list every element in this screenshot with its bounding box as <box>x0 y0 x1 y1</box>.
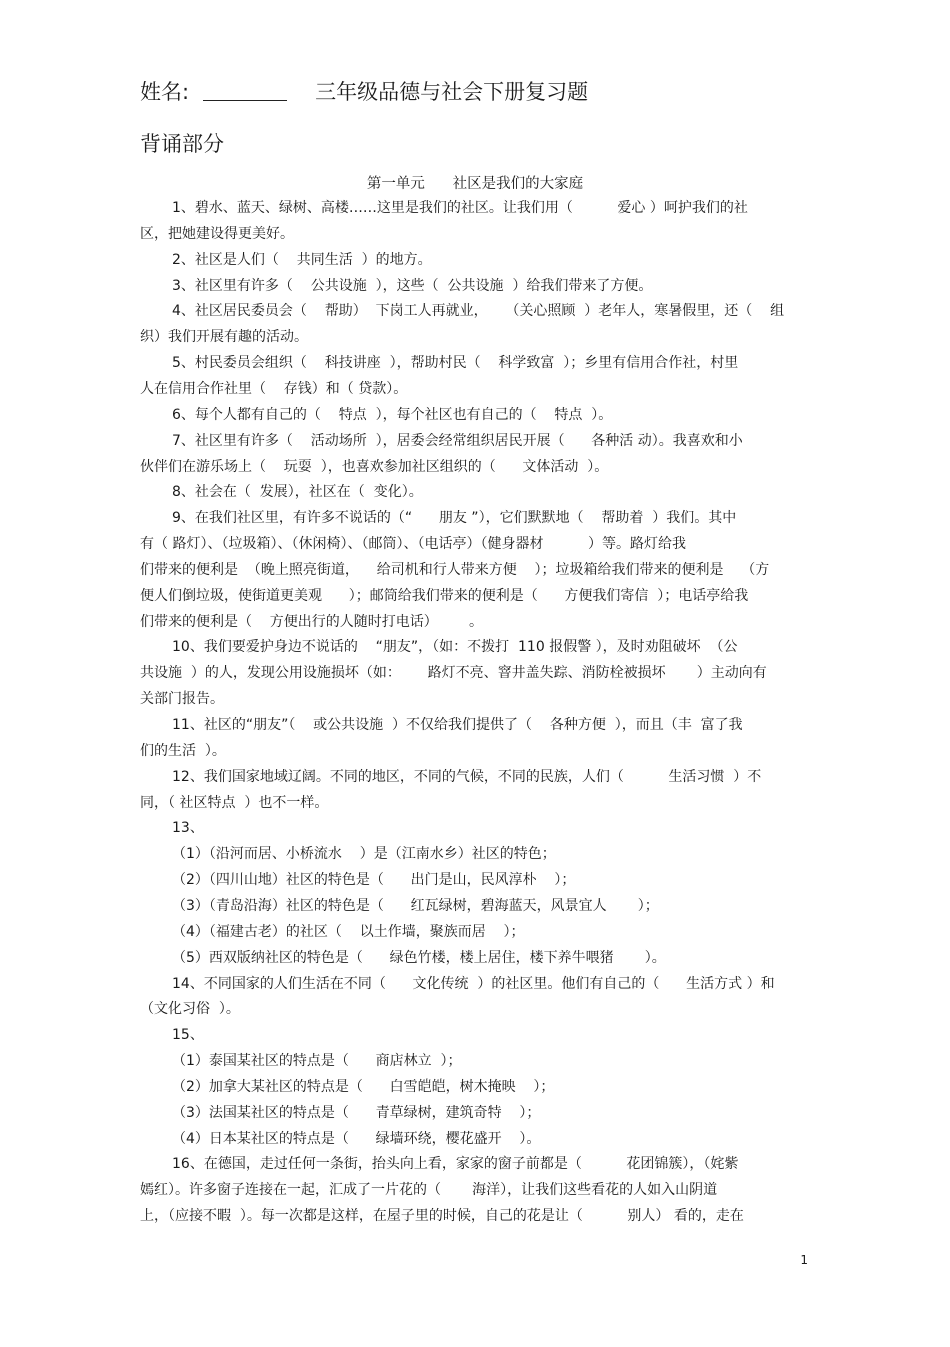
text-line: 15、 <box>172 1027 204 1043</box>
page-number: 1 <box>800 1253 808 1267</box>
text-line: 10、我们要爱护身边不说话的 “朋友”，（如：不拨打 110 报假警 ），及时劝阻破坏 （公 <box>172 639 738 655</box>
text-line: 5、村民委员会组织（ 科技讲座 ），帮助村民（ 科学致富 ）；乡里有信用合作社，村里 <box>172 355 739 371</box>
text-line: 共设施 ）的人，发现公用设施损坏（如： 路灯不亮、窨井盖失踪、消防栓被损坏 ）主动向有 <box>140 665 767 681</box>
text-line: 8、社会在（ 发展），社区在（ 变化）。 <box>172 484 423 500</box>
text-line: （2）（四川山地）社区的特色是（ 出门是山，民风淳朴 ）； <box>172 872 576 888</box>
text-line: 14、不同国家的人们生活在不同（ 文化传统 ）的社区里。他们有自己的（ 生活方式 ）和 <box>172 976 775 992</box>
text-line: （3）（青岛沿海）社区的特色是（ 红瓦绿树，碧海蓝天，风景宜人 ）； <box>172 898 659 914</box>
text-line: 11、社区的“朋友”（ 或公共设施 ）不仅给我们提供了（ 各种方便 ），而且（丰 富了我 <box>172 717 743 733</box>
text-line: 3、社区里有许多（ 公共设施 ），这些（ 公共设施 ）给我们带来了方便。 <box>172 278 653 294</box>
text-line: 伙伴们在游乐场上（ 玩耍 ），也喜欢参加社区组织的（ 文体活动 ）。 <box>140 459 609 475</box>
name-blank-line <box>203 80 287 101</box>
text-line: 们带来的便利是（ 方便出行的人随时打电话） 。 <box>140 614 483 630</box>
text-line: 13、 <box>172 820 204 836</box>
text-line: 上，（应接不暇 ）。每一次都是这样，在屋子里的时候，自己的花是让（ 别人） 看的，走在 <box>140 1208 744 1224</box>
page-header <box>140 76 588 106</box>
text-line: 关部门报告。 <box>140 691 224 707</box>
text-line: （3）法国某社区的特点是（ 青草绿树，建筑奇特 ）； <box>172 1105 541 1121</box>
text-line: 6、每个人都有自己的（ 特点 ），每个社区也有自己的（ 特点 ）。 <box>172 407 613 423</box>
section-title: 背诵部分 <box>140 132 224 156</box>
text-line: （4）日本某社区的特点是（ 绿墙环绕，樱花盛开 ）。 <box>172 1131 541 1147</box>
text-line: 们的生活 ）。 <box>140 743 226 759</box>
text-line: 7、社区里有许多（ 活动场所 ），居委会经常组织居民开展（ 各种活 动）。我喜欢和小 <box>172 433 743 449</box>
text-line: 2、社区是人们（ 共同生活 ）的地方。 <box>172 252 432 268</box>
page-title: 三年级品德与社会下册复习题 <box>315 80 589 104</box>
text-line: 们带来的便利是 （晚上照亮街道， 给司机和行人带来方便 ）；垃圾箱给我们带来的便利是 （方 <box>140 562 770 578</box>
text-line: 便人们倒垃圾，使街道更美观 ）；邮筒给我们带来的便利是（ 方便我们寄信 ）；电话亭给我 <box>140 588 749 604</box>
text-line: （1）泰国某社区的特点是（ 商店林立 ）； <box>172 1053 462 1069</box>
text-line: （文化习俗 ）。 <box>140 1001 240 1017</box>
text-line: 织）我们开展有趣的活动。 <box>140 329 308 345</box>
text-line: 有（ 路灯）、（垃圾箱）、（休闲椅）、（邮筒）、（电话亭）（健身器材 ）等。路灯给我 <box>140 536 686 552</box>
text-line: （2）加拿大某社区的特点是（ 白雪皑皑，树木掩映 ）； <box>172 1079 555 1095</box>
text-line: （5）西双版纳社区的特色是（ 绿色竹楼，楼上居住，楼下养牛喂猪 ）。 <box>172 950 666 966</box>
text-line: 16、在德国，走过任何一条街，抬头向上看，家家的窗子前都是（ 花团锦簇），（姹紫 <box>172 1156 739 1172</box>
text-line: 人在信用合作社里（ 存钱）和（ 贷款）。 <box>140 381 408 397</box>
text-line: （4）（福建古老）的社区（ 以土作墙，聚族而居 ）； <box>172 924 525 940</box>
text-line: 同，（ 社区特点 ）也不一样。 <box>140 795 329 811</box>
unit-title: 第一单元 社区是我们的大家庭 <box>366 176 584 192</box>
text-line: 12、我们国家地域辽阔。不同的地区，不同的气候，不同的民族，人们（ 生活习惯 ）不 <box>172 769 762 785</box>
name-label: 姓名: <box>140 80 190 104</box>
text-line: 1、碧水、蓝天、绿树、高楼……这里是我们的社区。让我们用（ 爱心 ）呵护我们的社 <box>172 200 748 216</box>
text-line: 嫣红）。许多窗子连接在一起，汇成了一片花的（ 海洋），让我们这些看花的人如入山阴道 <box>140 1182 718 1198</box>
text-line: 9、在我们社区里，有许多不说话的（“ 朋友 ”），它们默默地（ 帮助着 ）我们。其中 <box>172 510 737 526</box>
text-line: 4、社区居民委员会（ 帮助） 下岗工人再就业， （关心照顾 ）老年人，寒暑假里，还（ 组 <box>172 303 785 319</box>
text-line: （1）（沿河而居、小桥流水 ）是（江南水乡）社区的特色； <box>172 846 556 862</box>
text-line: 区，把她建设得更美好。 <box>140 226 294 242</box>
